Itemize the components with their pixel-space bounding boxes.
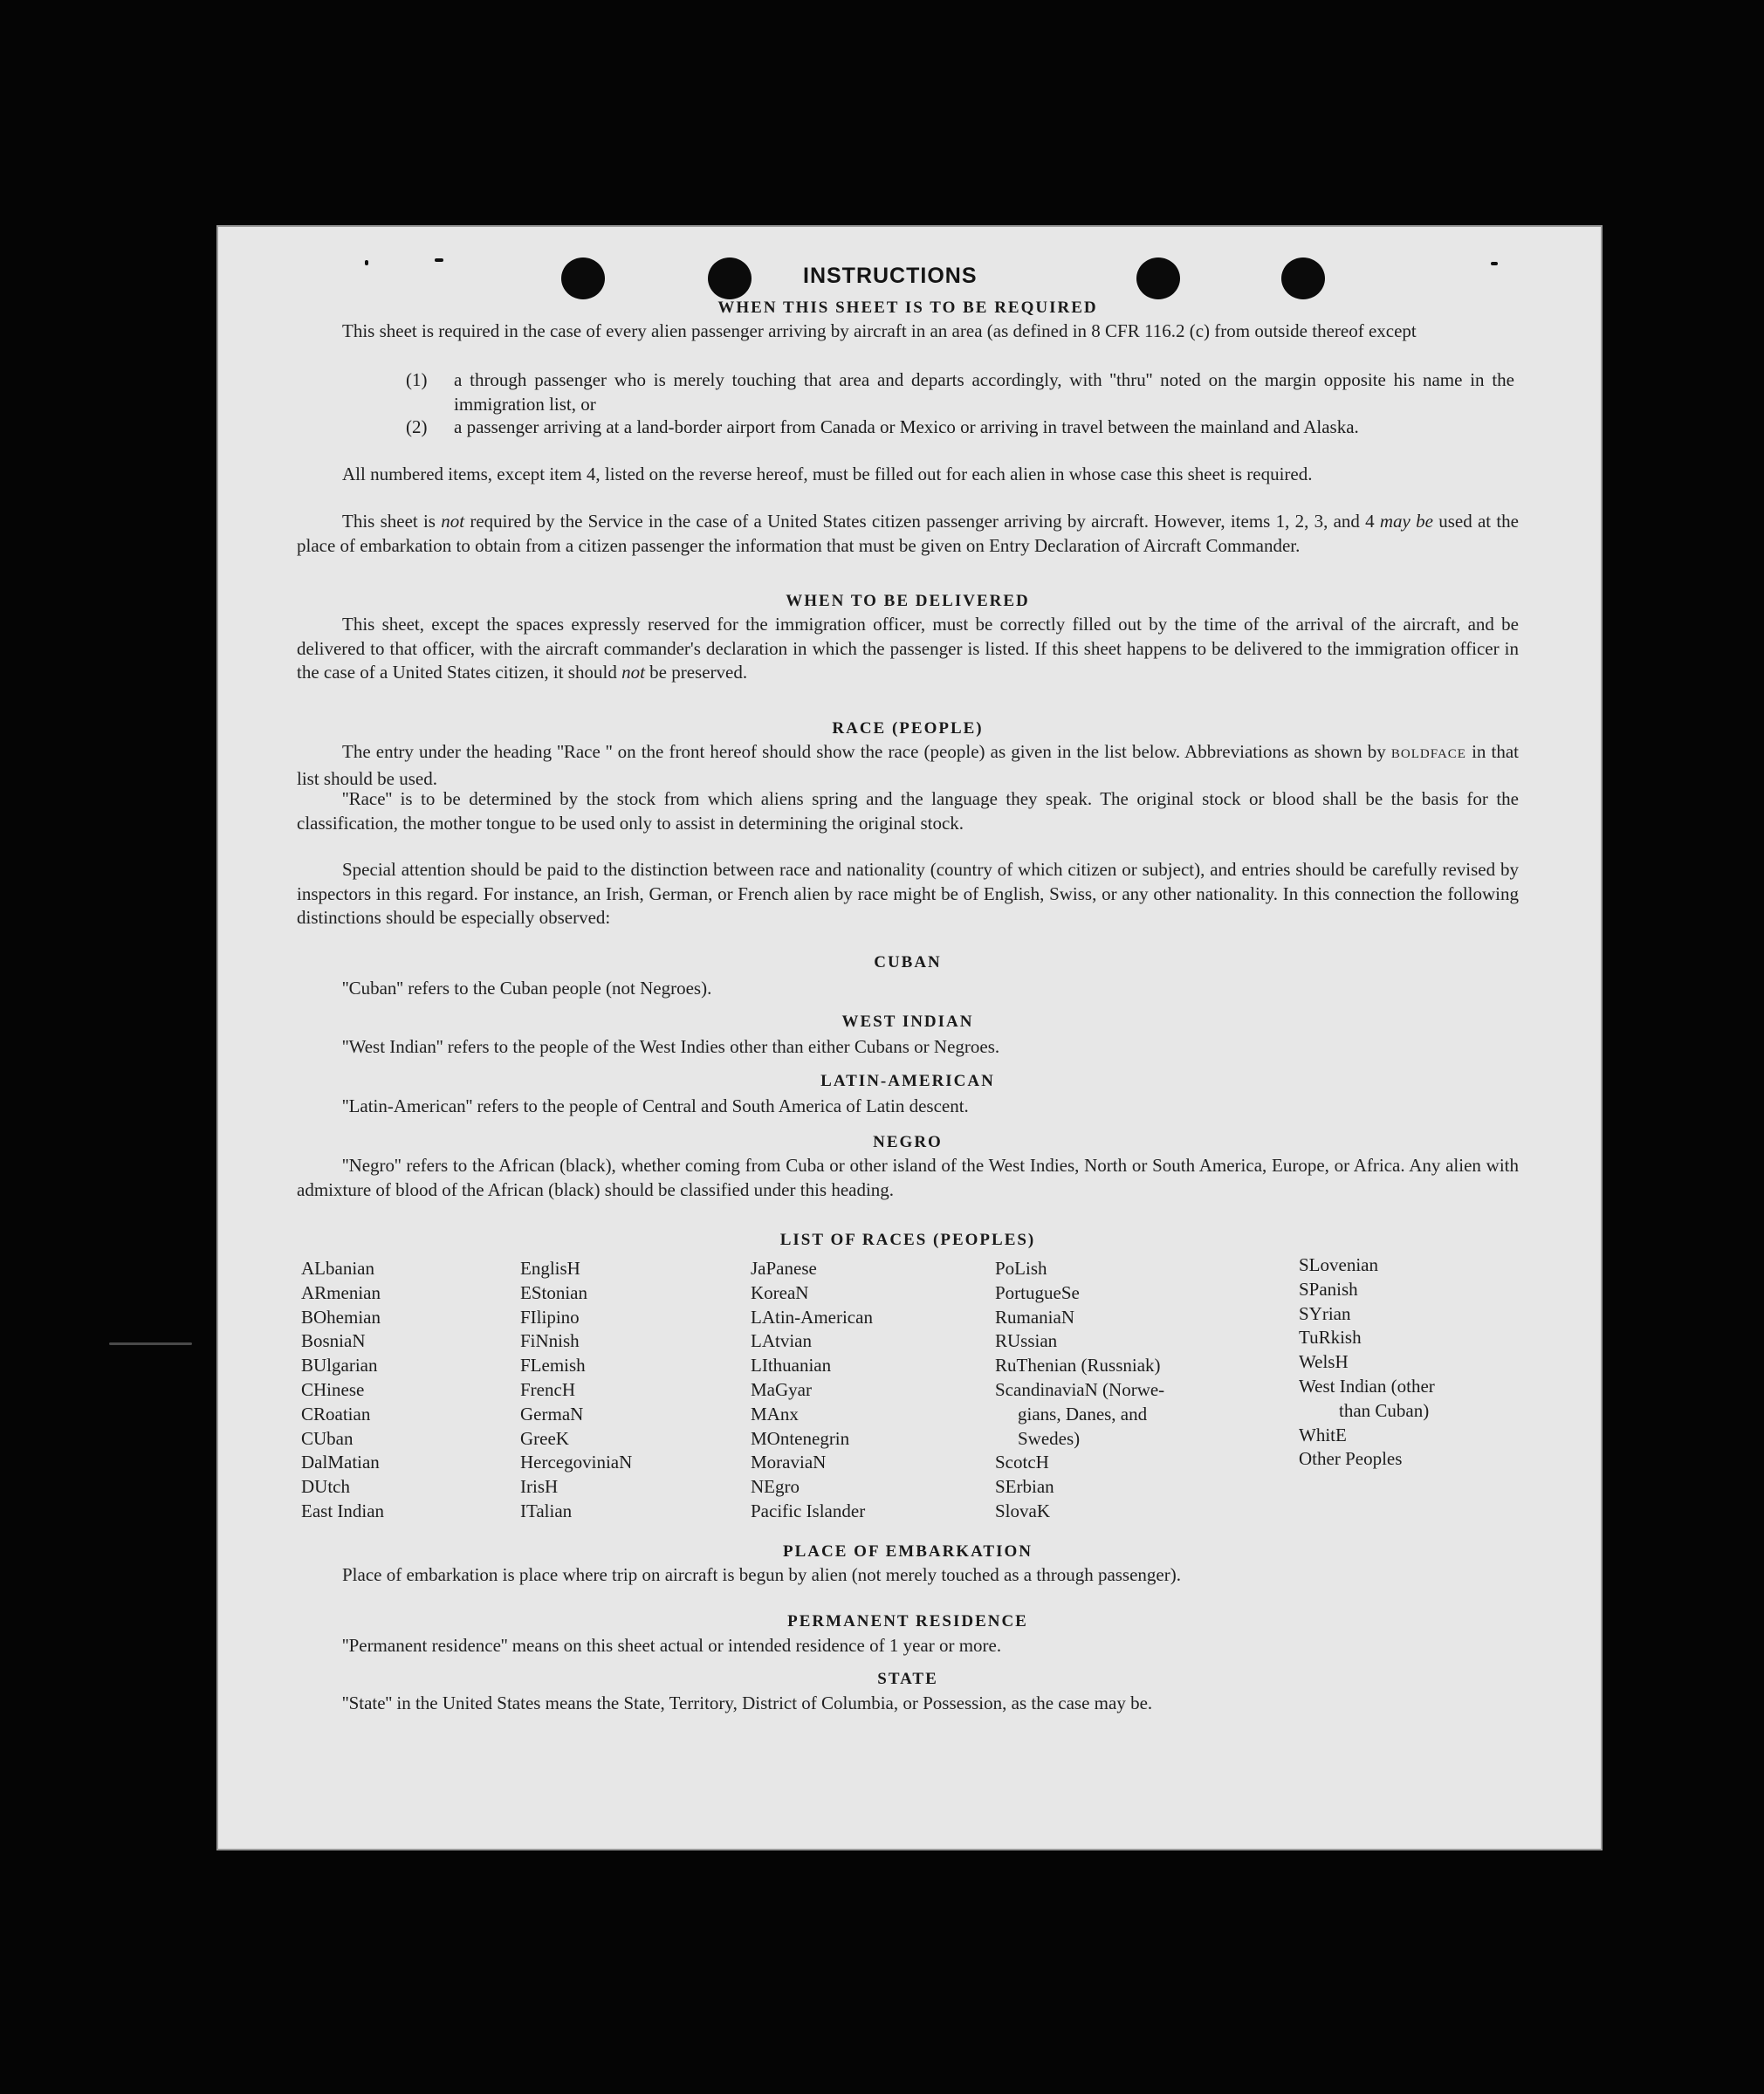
race-item: ScotcH [995, 1452, 1049, 1473]
race-item: DUtch [301, 1476, 350, 1498]
race-item: ALbanian [301, 1258, 374, 1279]
race-item: FiNnish [520, 1330, 580, 1352]
specks [365, 260, 368, 265]
paragraph-race-3: Special attention should be paid to the distinction between race and nationality (country of which citizen or subject), and entries should be carefully revised by inspectors in this regard. For instance, an Irish, German, or French alien by race might be of English, Swiss, or any other nationality. In this connection the following distinctions should be especially observed: [297, 859, 1519, 928]
race-item: GreeK [520, 1427, 569, 1449]
paragraph-embarkation: Place of embarkation is place where trip on aircraft is begun by alien (not merely touched as a through passenger). [342, 1564, 1181, 1585]
race-item: Pacific Islander [751, 1500, 866, 1521]
race-item: RumaniaN [995, 1306, 1074, 1328]
race-item: RUssian [995, 1330, 1058, 1352]
specks [1491, 262, 1498, 265]
paragraph-race-1: The entry under the heading ''Race '' on the front hereof should show the race (people) as given in the list below. Abbreviations as shown by BOLDFACE in that list should be used. [297, 741, 1519, 789]
race-item: CRoatian [301, 1403, 371, 1425]
race-item: FLemish [520, 1355, 586, 1377]
heading-negro: NEGRO [873, 1133, 943, 1151]
race-item: MaGyar [751, 1378, 812, 1400]
race-item: BUlgarian [301, 1355, 378, 1377]
race-item: RuThenian (Russniak) [995, 1355, 1161, 1377]
race-item: SlovaK [995, 1500, 1050, 1521]
heading-list-of-races: LIST OF RACES (PEOPLES) [779, 1231, 1036, 1249]
race-item: FrencH [520, 1378, 575, 1400]
paragraph-cuban: ''Cuban'' refers to the Cuban people (not Negroes). [342, 978, 712, 999]
heading-when-delivered: WHEN TO BE DELIVERED [786, 592, 1030, 610]
paragraph-west-indian: ''West Indian'' refers to the people of the West Indies other than either Cubans or Negroes. [342, 1036, 1000, 1057]
race-item: JaPanese [751, 1258, 817, 1279]
race-item: East Indian [301, 1500, 385, 1521]
paragraph-required-1: This sheet is required in the case of every alien passenger arriving by aircraft in an area (as defined in 8 CFR 116.2 (c) from outside thereof except [342, 320, 1417, 341]
paragraph-required-2: All numbered items, except item 4, listed on the reverse hereof, must be filled out for each alien in whose case this sheet is required. [342, 463, 1313, 484]
race-item: EnglisH [520, 1258, 580, 1279]
race-item: ITalian [520, 1500, 573, 1521]
race-item: DalMatian [301, 1452, 380, 1473]
race-item: CUban [301, 1427, 353, 1449]
race-item: NEgro [751, 1476, 800, 1498]
race-item: Other Peoples [1299, 1448, 1403, 1470]
race-item: WhitE [1299, 1424, 1347, 1445]
race-item: PortugueSe [995, 1281, 1080, 1303]
paragraph-required-3: This sheet is not required by the Service in the case of a United States citizen passenger arriving by aircraft. However, items 1, 2, 3, and 4 may be used at the place of embarkation to obtain from a citizen passenger the information that must be given on Entry Declaration of Aircraft Commander. [297, 511, 1519, 556]
race-item: LAtin-American [751, 1306, 873, 1328]
paragraph-race-2: ''Race'' is to be determined by the stock from which aliens spring and the language they speak. The original stock or blood shall be the basis for the classification, the mother tongue to be used only to assist in determining the original stock. [297, 788, 1519, 834]
race-item: MOntenegrin [751, 1427, 850, 1449]
race-item: KoreaN [751, 1281, 809, 1303]
punch-hole-4 [1281, 257, 1325, 299]
races-column-2 [520, 1257, 632, 1524]
races-column-5 [1299, 1253, 1435, 1472]
specks [109, 1342, 192, 1345]
races-column-3 [751, 1257, 873, 1524]
heading-race: RACE (PEOPLE) [832, 719, 984, 738]
race-item: LIthuanian [751, 1355, 832, 1377]
heading-west-indian: WEST INDIAN [841, 1013, 974, 1031]
race-item: IrisH [520, 1476, 559, 1498]
race-item: ScandinaviaN (Norwe- [995, 1378, 1165, 1400]
race-item: BOhemian [301, 1306, 381, 1328]
heading-permanent-residence: PERMANENT RESIDENCE [787, 1612, 1028, 1631]
races-column-1 [301, 1257, 384, 1524]
race-item: Swedes) [1018, 1427, 1081, 1449]
specks [435, 258, 443, 262]
races-column-4 [995, 1257, 1164, 1524]
race-item: PoLish [995, 1258, 1047, 1279]
race-item: EStonian [520, 1281, 587, 1303]
race-item: GermaN [520, 1403, 584, 1425]
punch-hole-2 [708, 257, 752, 299]
race-item: SPanish [1299, 1278, 1358, 1300]
paragraph-residence: ''Permanent residence'' means on this sheet actual or intended residence of 1 year or more. [342, 1635, 1002, 1656]
punch-hole-1 [561, 257, 605, 299]
page-title: INSTRUCTIONS [803, 264, 978, 288]
race-item: BosniaN [301, 1330, 366, 1352]
heading-when-required: WHEN THIS SHEET IS TO BE REQUIRED [717, 299, 1098, 317]
race-item: ARmenian [301, 1281, 381, 1303]
race-item: CHinese [301, 1378, 365, 1400]
race-item: MoraviaN [751, 1452, 827, 1473]
punch-hole-3 [1136, 257, 1180, 299]
paragraph-negro: ''Negro'' refers to the African (black), whether coming from Cuba or other island of the West Indies, North or South America, Europe, or Africa. Any alien with admixture of blood of the African (black) should be classified under this heading. [297, 1155, 1519, 1200]
race-item: than Cuban) [1339, 1399, 1430, 1421]
heading-latin-american: LATIN-AMERICAN [820, 1072, 995, 1090]
race-item: HercegoviniaN [520, 1452, 633, 1473]
paragraph-state: ''State'' in the United States means the State, Territory, District of Columbia, or Possession, as the case may be. [342, 1692, 1153, 1713]
heading-state: STATE [877, 1670, 938, 1688]
race-item: FIlipino [520, 1306, 580, 1328]
race-item: TuRkish [1299, 1327, 1362, 1349]
heading-cuban: CUBAN [874, 953, 942, 971]
race-item: WelsH [1299, 1351, 1349, 1373]
race-item: LAtvian [751, 1330, 812, 1352]
race-item: SLovenian [1299, 1254, 1378, 1275]
race-item: MAnx [751, 1403, 799, 1425]
paragraph-delivered: This sheet, except the spaces expressly reserved for the immigration officer, must be correctly filled out by the time of the arrival of the aircraft, and be delivered to that officer, with the aircraft commander's declaration in which the passenger is listed. If this sheet happens to be delivered to the immigration officer in the case of a United States citizen, it should not be preserved. [297, 614, 1519, 683]
race-item: gians, Danes, and [1018, 1403, 1148, 1425]
race-item: SYrian [1299, 1302, 1351, 1324]
paragraph-latin-american: ''Latin-American'' refers to the people of Central and South America of Latin descent. [342, 1095, 969, 1116]
heading-place-of-embarkation: PLACE OF EMBARKATION [783, 1542, 1033, 1561]
race-item: West Indian (other [1299, 1375, 1435, 1397]
race-item: SErbian [995, 1476, 1054, 1498]
